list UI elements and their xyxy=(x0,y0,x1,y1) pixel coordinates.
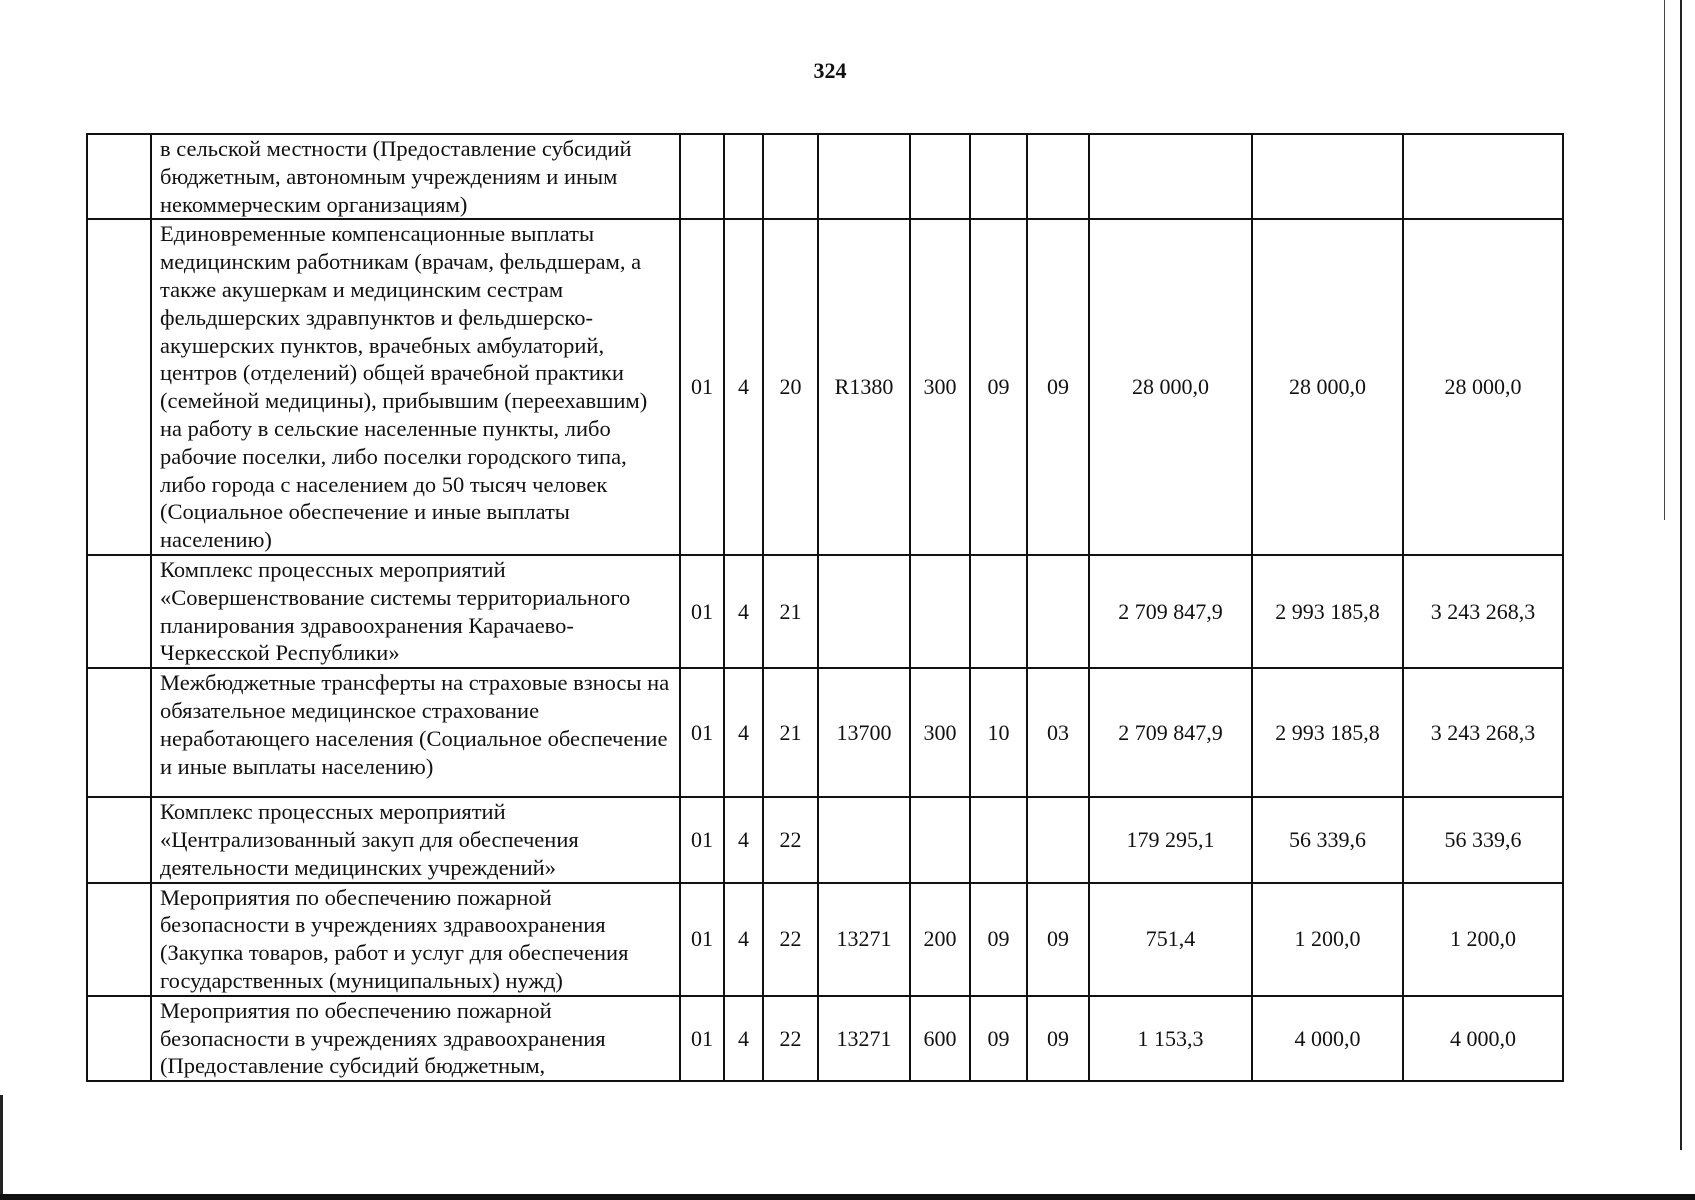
value-1: 1 153,3 xyxy=(1089,996,1252,1081)
col-c: 22 xyxy=(763,883,818,996)
value-3: 1 200,0 xyxy=(1403,883,1563,996)
col-g: 09 xyxy=(1027,883,1089,996)
value-1: 28 000,0 xyxy=(1089,219,1252,555)
col-e: 300 xyxy=(910,668,970,797)
table-row xyxy=(87,668,1563,797)
col-g: 09 xyxy=(1027,219,1089,555)
scan-edge-right xyxy=(1680,0,1682,1150)
value-3: 3 243 268,3 xyxy=(1403,555,1563,668)
row-description: Межбюджетные трансферты на страховые взносы на обязательное медицинское страхование неработающего населения (Социальное обеспечение и иные выплаты населению) xyxy=(151,668,680,797)
col-e: 200 xyxy=(910,883,970,996)
value-3: 56 339,6 xyxy=(1403,797,1563,882)
value-2: 28 000,0 xyxy=(1252,219,1403,555)
col-g xyxy=(1027,797,1089,882)
col-b: 4 xyxy=(724,668,763,797)
value-3: 4 000,0 xyxy=(1403,996,1563,1081)
row-description: Комплекс процессных мероприятий «Совершенствование системы территориального планирования здравоохранения Карачаево-Черкесской Республики» xyxy=(151,555,680,668)
budget-table xyxy=(86,133,1564,1082)
col-c: 22 xyxy=(763,797,818,882)
col-e xyxy=(910,797,970,882)
col-f: 09 xyxy=(970,996,1027,1081)
row-number-cell xyxy=(87,883,151,996)
row-number-cell xyxy=(87,668,151,797)
col-a: 01 xyxy=(680,996,724,1081)
value-1 xyxy=(1089,134,1252,219)
value-1: 2 709 847,9 xyxy=(1089,668,1252,797)
value-1: 179 295,1 xyxy=(1089,797,1252,882)
row-description: в сельской местности (Предоставление субсидий бюджетным, автономным учреждениям и иным некоммерческим организациям) xyxy=(151,134,680,219)
row-number-cell xyxy=(87,134,151,219)
row-description: Мероприятия по обеспечению пожарной безопасности в учреждениях здравоохранения (Закупка товаров, работ и услуг для обеспечения государственных (муниципальных) нужд) xyxy=(151,883,680,996)
col-c: 22 xyxy=(763,996,818,1081)
col-e: 600 xyxy=(910,996,970,1081)
col-f: 10 xyxy=(970,668,1027,797)
row-description: Комплекс процессных мероприятий «Централизованный закуп для обеспечения деятельности медицинских учреждений» xyxy=(151,797,680,882)
col-b xyxy=(724,134,763,219)
value-3 xyxy=(1403,134,1563,219)
value-2: 4 000,0 xyxy=(1252,996,1403,1081)
col-f xyxy=(970,134,1027,219)
table-row xyxy=(87,996,1563,1081)
col-f: 09 xyxy=(970,219,1027,555)
col-f xyxy=(970,555,1027,668)
col-f: 09 xyxy=(970,883,1027,996)
scan-edge-bottom xyxy=(0,1194,1695,1200)
row-number-cell xyxy=(87,555,151,668)
col-b: 4 xyxy=(724,219,763,555)
col-a: 01 xyxy=(680,668,724,797)
row-number-cell xyxy=(87,219,151,555)
col-e xyxy=(910,555,970,668)
value-2: 56 339,6 xyxy=(1252,797,1403,882)
row-description: Мероприятия по обеспечению пожарной безопасности в учреждениях здравоохранения (Предоставление субсидий бюджетным, xyxy=(151,996,680,1081)
col-e xyxy=(910,134,970,219)
value-1: 751,4 xyxy=(1089,883,1252,996)
page-number: 324 xyxy=(813,58,847,83)
col-d: 13700 xyxy=(818,668,910,797)
col-d: 13271 xyxy=(818,996,910,1081)
value-2: 1 200,0 xyxy=(1252,883,1403,996)
row-number-cell xyxy=(87,797,151,882)
col-a: 01 xyxy=(680,883,724,996)
col-c xyxy=(763,134,818,219)
table-row xyxy=(87,134,1563,219)
scan-edge-left xyxy=(0,1095,3,1195)
col-b: 4 xyxy=(724,797,763,882)
col-c: 20 xyxy=(763,219,818,555)
col-a xyxy=(680,134,724,219)
value-3: 28 000,0 xyxy=(1403,219,1563,555)
col-d xyxy=(818,134,910,219)
col-f xyxy=(970,797,1027,882)
table-body xyxy=(87,134,1563,1081)
col-g xyxy=(1027,555,1089,668)
table-row xyxy=(87,555,1563,668)
col-g xyxy=(1027,134,1089,219)
col-g: 03 xyxy=(1027,668,1089,797)
value-2 xyxy=(1252,134,1403,219)
col-b: 4 xyxy=(724,883,763,996)
row-number-cell xyxy=(87,996,151,1081)
value-2: 2 993 185,8 xyxy=(1252,555,1403,668)
col-a: 01 xyxy=(680,797,724,882)
col-a: 01 xyxy=(680,219,724,555)
table-row xyxy=(87,219,1563,555)
value-2: 2 993 185,8 xyxy=(1252,668,1403,797)
col-d: 13271 xyxy=(818,883,910,996)
col-e: 300 xyxy=(910,219,970,555)
row-description: Единовременные компенсационные выплаты медицинским работникам (врачам, фельдшерам, а также акушеркам и медицинским сестрам фельдшерских здравпунктов и фельдшерско-акушерских пунктов, врачебных амбулаторий, центров (отделений) общей врачебной практики (семейной медицины), прибывшим (переехавшим) на работу в сельские населенные пункты, либо рабочие поселки, либо поселки городского типа, либо города с населением до 50 тысяч человек (Социальное обеспечение и иные выплаты населению) xyxy=(151,219,680,555)
value-3: 3 243 268,3 xyxy=(1403,668,1563,797)
col-d: R1380 xyxy=(818,219,910,555)
col-d xyxy=(818,797,910,882)
value-1: 2 709 847,9 xyxy=(1089,555,1252,668)
col-d xyxy=(818,555,910,668)
col-b: 4 xyxy=(724,996,763,1081)
col-b: 4 xyxy=(724,555,763,668)
table-row xyxy=(87,797,1563,882)
table-row xyxy=(87,883,1563,996)
col-c: 21 xyxy=(763,555,818,668)
scan-edge-right-thin xyxy=(1664,0,1665,520)
col-g: 09 xyxy=(1027,996,1089,1081)
col-c: 21 xyxy=(763,668,818,797)
col-a: 01 xyxy=(680,555,724,668)
